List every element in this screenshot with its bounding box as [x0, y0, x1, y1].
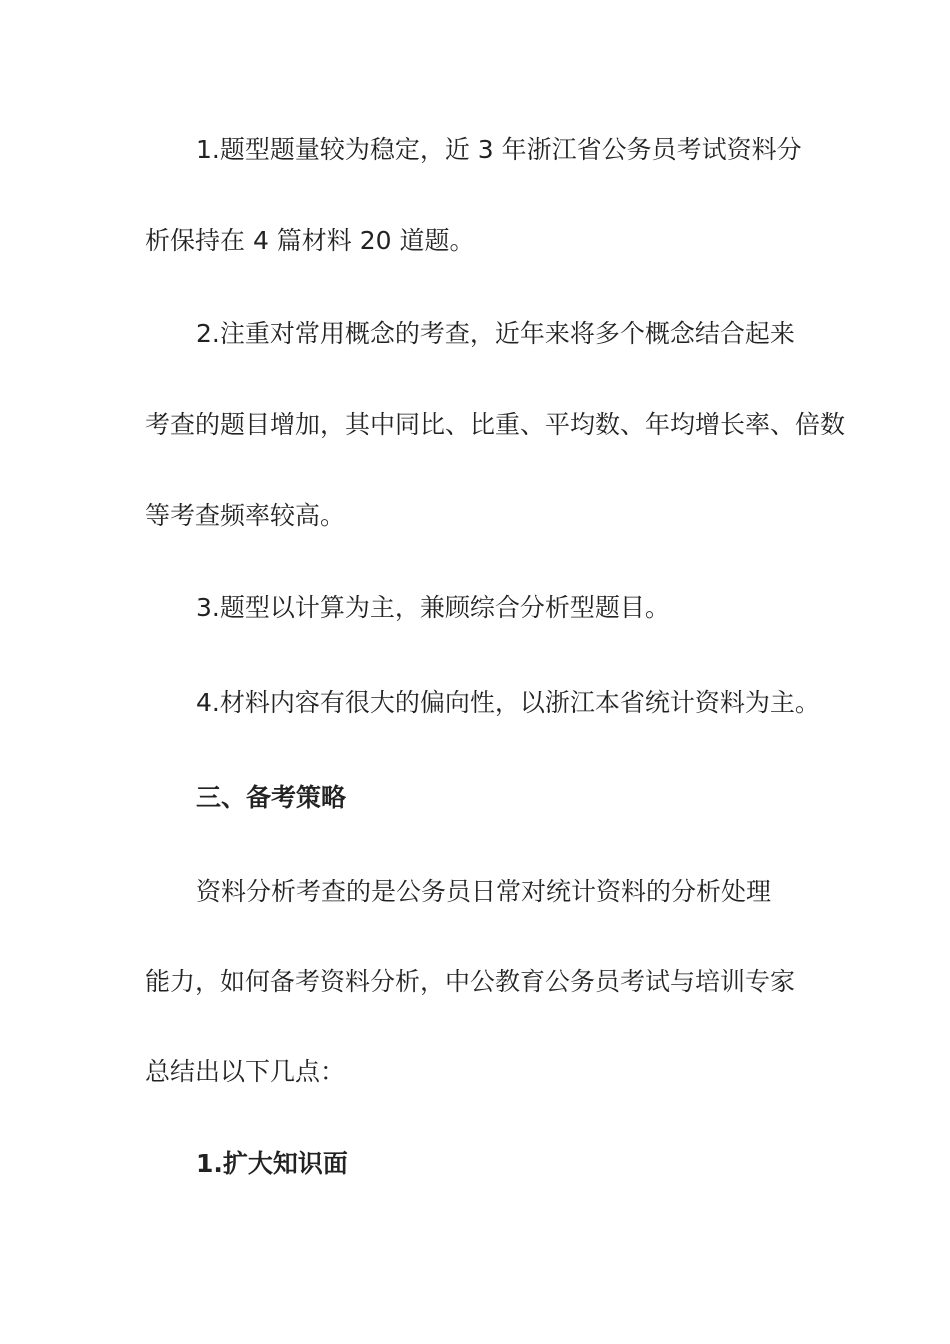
paragraph-1-line-1: 1.题型题量较为稳定，近 3 年浙江省公务员考试资料分 [196, 135, 802, 164]
section-heading: 三、备考策略 [196, 783, 347, 812]
paragraph-4-line-1: 4.材料内容有很大的偏向性，以浙江本省统计资料为主。 [196, 688, 820, 717]
paragraph-2-line-3: 等考查频率较高。 [145, 501, 346, 530]
paragraph-5-line-1: 资料分析考查的是公务员日常对统计资料的分析处理 [196, 877, 772, 906]
paragraph-1-line-2: 析保持在 4 篇材料 20 道题。 [145, 226, 475, 255]
paragraph-5-line-2: 能力，如何备考资料分析，中公教育公务员考试与培训专家 [145, 967, 796, 996]
paragraph-2-line-2: 考查的题目增加，其中同比、比重、平均数、年均增长率、倍数 [145, 410, 846, 439]
paragraph-2-line-1: 2.注重对常用概念的考查，近年来将多个概念结合起来 [196, 319, 795, 348]
paragraph-3-line-1: 3.题型以计算为主，兼顾综合分析型题目。 [196, 593, 670, 622]
paragraph-5-line-3: 总结出以下几点： [145, 1057, 346, 1086]
subheading: 1.扩大知识面 [196, 1149, 348, 1178]
